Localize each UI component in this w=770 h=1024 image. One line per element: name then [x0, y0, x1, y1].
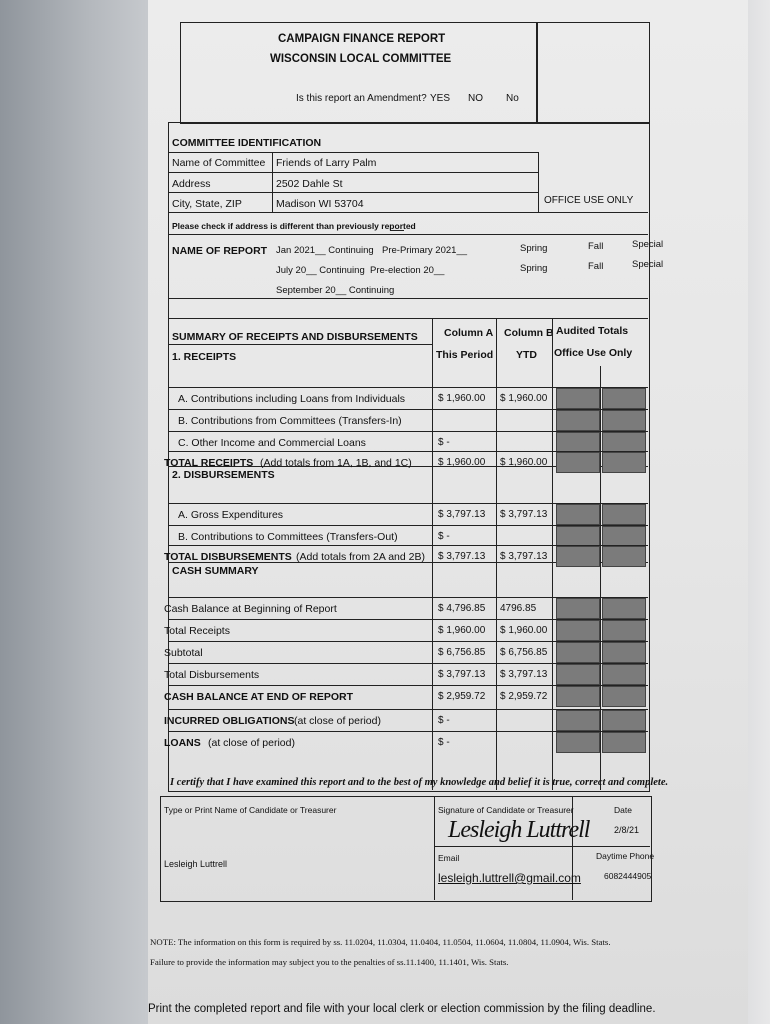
audited-office-cell [602, 546, 646, 567]
report-july: July 20__ Continuing [276, 265, 365, 276]
address-value: 2502 Dahle St [276, 178, 343, 190]
committee-heading: COMMITTEE IDENTIFICATION [172, 137, 322, 149]
summary-row-sublabel-wrap [294, 716, 381, 727]
audited-office-cell [602, 642, 646, 663]
certification-statement: I certify that I have examined this report and to the best of my knowledge and belief it is true, correct and complete. [170, 777, 669, 788]
column-a-value[interactable]: $ 3,797.13 [438, 509, 486, 520]
audited-office-cell [556, 642, 600, 663]
date-value: 2/8/21 [614, 825, 640, 835]
column-a-value[interactable]: $ 4,796.85 [438, 603, 486, 614]
phone-value: 6082444905 [604, 871, 652, 881]
summary-row-label: A. Gross Expenditures [178, 509, 284, 521]
audited-office-cell [556, 452, 600, 473]
disbursements-heading: 2. DISBURSEMENTS [172, 469, 275, 481]
column-a-value[interactable]: $ - [438, 531, 450, 542]
footer-instruction: Print the completed report and file with your local clerk or election commission by the filing deadline. [148, 1003, 656, 1015]
report-title: CAMPAIGN FINANCE REPORT [278, 33, 446, 45]
audited-office-cell [602, 504, 646, 525]
signature-label: Signature of Candidate or Treasurer [438, 805, 574, 815]
column-a-value[interactable]: $ - [438, 715, 450, 726]
column-b-value[interactable]: $ 6,756.85 [500, 647, 548, 658]
email-value: lesleigh.luttrell@gmail.com [438, 871, 581, 885]
audited-office-cell [556, 526, 600, 547]
column-b-value[interactable]: $ 1,960.00 [500, 625, 548, 636]
audited-office-cell [556, 388, 600, 409]
amendment-no[interactable]: NO [468, 93, 483, 104]
footer-note-1: NOTE: The information on this form is required by ss. 11.0204, 11.0304, 11.0404, 11.0504, 11.0604, 11.0804, 11.0904, Wis. Stats. [150, 937, 611, 947]
audited-office-cell [602, 388, 646, 409]
column-a-value[interactable]: $ 1,960.00 [438, 625, 486, 636]
report-special-2: Special [632, 259, 664, 270]
column-a-value[interactable]: $ 2,959.72 [438, 691, 486, 702]
audited-office-cell [602, 620, 646, 641]
report-spring-1: Spring [520, 243, 548, 254]
audited-office-cell [556, 620, 600, 641]
audited-office-cell [602, 598, 646, 619]
summary-row-sublabel: (Add totals from 1A, 1B, and 1C) [260, 457, 412, 469]
summary-row-label: TOTAL DISBURSEMENTS [164, 551, 292, 563]
summary-row-label: B. Contributions from Committees (Transfers-In) [178, 415, 402, 427]
audited-office-cell [602, 686, 646, 707]
summary-row-label: Total Disbursements [164, 669, 260, 681]
audited-office-cell [556, 504, 600, 525]
background-left [0, 0, 150, 1024]
city-value: Madison WI 53704 [276, 198, 364, 210]
column-a-value[interactable]: $ 1,960.00 [438, 457, 486, 468]
office-use-only: OFFICE USE ONLY [544, 195, 634, 206]
report-spring-2: Spring [520, 263, 548, 274]
audited-office-cell [556, 432, 600, 453]
audited-office-cell [602, 526, 646, 547]
summary-row-sublabel: (at close of period) [294, 715, 381, 727]
audited-heading: Audited Totals [556, 325, 629, 337]
column-a-value[interactable]: $ - [438, 437, 450, 448]
audited-office-cell [602, 410, 646, 431]
column-b-value[interactable]: $ 2,959.72 [500, 691, 548, 702]
committee-name-value: Friends of Larry Palm [276, 157, 377, 169]
receipts-heading: 1. RECEIPTS [172, 351, 237, 363]
report-jan: Jan 2021__ Continuing [276, 245, 374, 256]
report-special-1: Special [632, 239, 664, 250]
report-fall-2: Fall [588, 261, 604, 272]
summary-row-label: CASH BALANCE AT END OF REPORT [164, 691, 353, 703]
column-b-value[interactable]: $ 3,797.13 [500, 669, 548, 680]
column-b-value[interactable]: $ 1,960.00 [500, 457, 548, 468]
date-label: Date [614, 805, 632, 815]
audited-office-cell [602, 432, 646, 453]
audited-office-cell [556, 546, 600, 567]
audited-subheading: Office Use Only [554, 347, 633, 359]
audited-office-cell [556, 664, 600, 685]
summary-row-label: C. Other Income and Commercial Loans [178, 437, 366, 449]
column-a-value[interactable]: $ - [438, 737, 450, 748]
report-pre-primary: Pre-Primary 2021__ [382, 245, 468, 256]
cash-summary-heading: CASH SUMMARY [172, 565, 259, 577]
audited-office-cell [556, 410, 600, 431]
report-fall-1: Fall [588, 241, 604, 252]
column-a-value[interactable]: $ 6,756.85 [438, 647, 486, 658]
email-label: Email [438, 853, 460, 863]
column-a-value[interactable]: $ 3,797.13 [438, 669, 486, 680]
city-label: City, State, ZIP [172, 198, 242, 210]
report-name-label: NAME OF REPORT [172, 245, 268, 257]
amendment-question: Is this report an Amendment? [296, 93, 427, 104]
audited-office-cell [556, 710, 600, 731]
column-b-value[interactable]: 4796.85 [500, 603, 537, 614]
summary-row-label: Subtotal [164, 647, 203, 659]
col-b-heading: Column B [504, 327, 554, 339]
audited-office-cell [556, 686, 600, 707]
print-name-label: Type or Print Name of Candidate or Treasurer [164, 805, 337, 815]
footer-note-2: Failure to provide the information may subject you to the penalties of ss.11.1400, 11.1401, Wis. Stats. [150, 957, 509, 967]
summary-row-sublabel-wrap [208, 738, 295, 749]
summary-row-label: A. Contributions including Loans from Individuals [178, 393, 406, 405]
summary-row-label: TOTAL RECEIPTS [164, 457, 254, 469]
col-b-subheading: YTD [516, 349, 537, 361]
audited-office-cell [602, 710, 646, 731]
col-a-heading: Column A [444, 327, 494, 339]
summary-row-label: Total Receipts [164, 625, 230, 637]
column-b-value[interactable]: $ 3,797.13 [500, 551, 548, 562]
summary-row-label: INCURRED OBLIGATIONS [164, 715, 295, 727]
summary-row-sublabel-wrap [260, 458, 412, 469]
summary-row-label: LOANS [164, 737, 201, 749]
print-name-value: Lesleigh Luttrell [164, 859, 228, 869]
summary-row-label: B. Contributions to Committees (Transfers-Out) [178, 531, 398, 543]
column-b-value[interactable]: $ 1,960.00 [500, 393, 548, 404]
col-a-subheading: This Period [436, 349, 494, 361]
summary-row-sublabel: (Add totals from 2A and 2B) [296, 551, 425, 563]
column-a-value[interactable]: $ 3,797.13 [438, 551, 486, 562]
report-subtitle: WISCONSIN LOCAL COMMITTEE [270, 53, 452, 65]
summary-row-sublabel: (at close of period) [208, 737, 295, 749]
committee-name-label: Name of Committee [172, 157, 266, 169]
summary-row-sublabel-wrap [296, 552, 425, 563]
phone-label: Daytime Phone [596, 851, 655, 861]
audited-office-cell [556, 598, 600, 619]
audited-office-cell [556, 732, 600, 753]
address-note: Please check if address is different than previously reported [172, 221, 416, 231]
finance-report-form [160, 22, 669, 802]
amendment-answer: No [506, 93, 519, 104]
address-label: Address [172, 178, 211, 190]
summary-heading: SUMMARY OF RECEIPTS AND DISBURSEMENTS [172, 331, 418, 343]
audited-office-cell [602, 664, 646, 685]
audited-office-cell [602, 732, 646, 753]
column-b-value[interactable]: $ 3,797.13 [500, 509, 548, 520]
audited-office-cell [602, 452, 646, 473]
header-side-box [536, 22, 650, 124]
report-pre-election: Pre-election 20__ [370, 265, 445, 276]
audited-divider [600, 366, 601, 790]
signature-value: Lesleigh Luttrell [448, 817, 590, 843]
paper-form [148, 0, 748, 1024]
amendment-yes[interactable]: YES [430, 93, 451, 104]
summary-row-label: Cash Balance at Beginning of Report [164, 603, 337, 615]
report-september: September 20__ Continuing [276, 285, 395, 296]
column-a-value[interactable]: $ 1,960.00 [438, 393, 486, 404]
